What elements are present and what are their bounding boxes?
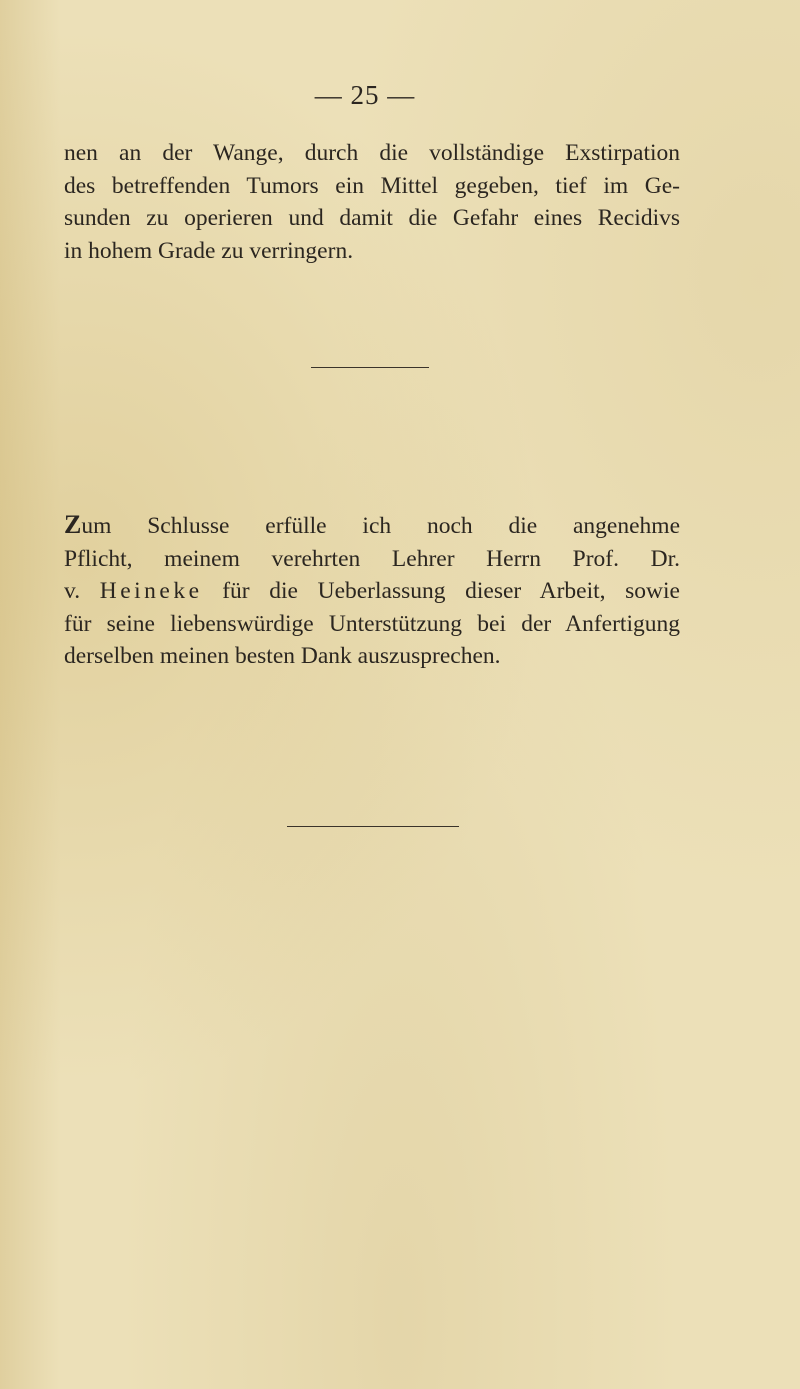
- text-line: für seine liebenswürdige Unterstützung bei der Anfertigung: [64, 610, 680, 637]
- page-number: — 25 —: [314, 80, 416, 110]
- end-divider: [287, 826, 459, 827]
- text-line: Pflicht, meinem verehrten Lehrer Herrn Prof. Dr.: [64, 545, 680, 572]
- section-divider: [311, 367, 429, 368]
- text-line: sunden zu operieren und damit die Gefahr eines Recidivs: [64, 205, 680, 231]
- text-fragment: für die Ueberlassung dieser Arbeit, sowie: [202, 578, 680, 604]
- text-line: [64, 509, 680, 543]
- paragraph-acknowledgement: [64, 509, 680, 673]
- text-line: des betreffenden Tumors ein Mittel gegeben, tief im Ge-: [64, 172, 680, 199]
- text-fragment: v.: [64, 578, 100, 604]
- professor-name: Heineke: [99, 578, 203, 604]
- text-line: in hohem Grade zu verringern.: [64, 237, 354, 264]
- paragraph-conclusion: [64, 137, 680, 267]
- text-line: [64, 575, 680, 608]
- text-fragment: um Schlusse erfülle ich noch die angenehme: [81, 513, 680, 539]
- initial-letter: Z: [64, 510, 82, 539]
- text-line: nen an der Wange, durch die vollständige Exstirpation: [64, 140, 680, 166]
- text-line: derselben meinen besten Dank auszusprechen.: [64, 643, 501, 669]
